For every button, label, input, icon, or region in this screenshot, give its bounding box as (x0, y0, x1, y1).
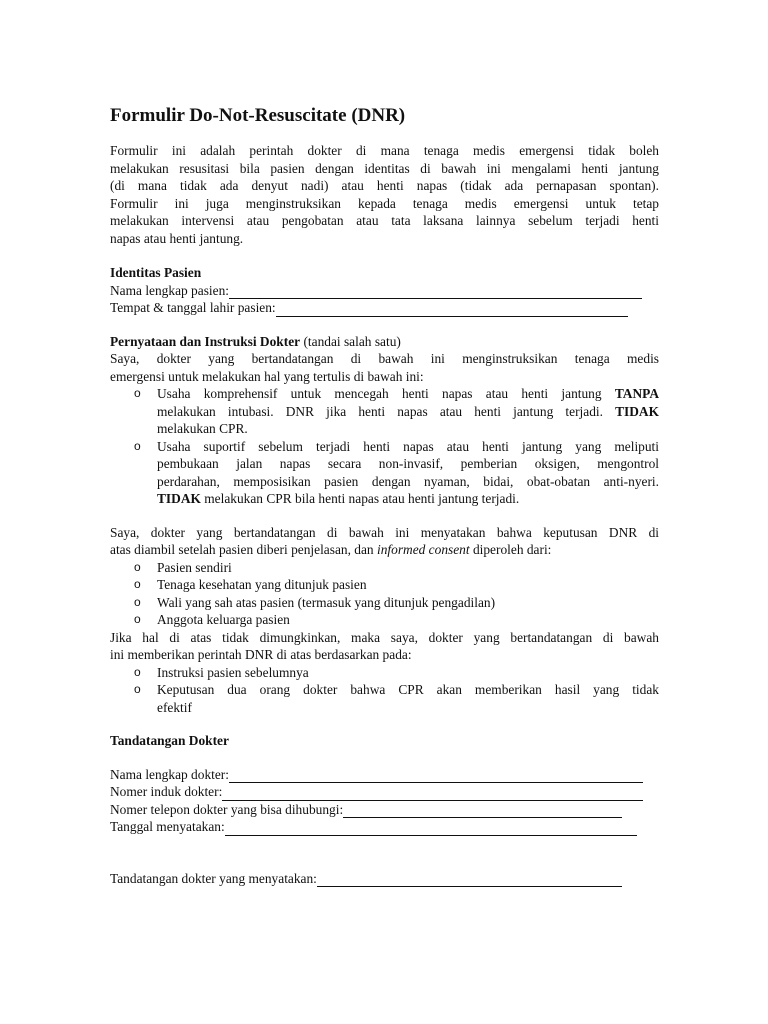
doctor-id-line[interactable] (222, 787, 643, 801)
statement-line: emergensi untuk melakukan hal yang tertulis di bawah ini: (110, 368, 424, 384)
patient-name-field[interactable] (110, 282, 659, 300)
option-line (157, 490, 659, 508)
doctor-name-line[interactable] (229, 769, 643, 783)
consent-italic: informed consent (376, 542, 470, 557)
statement-line: Saya, dokter yang bertandatangan di bawah ini menginstruksikan tenaga medis (110, 351, 659, 366)
doctor-signature-label: Tandatangan dokter yang menyatakan: (110, 870, 317, 886)
consent-text: atas diambil setelah pasien diberi penjelasan, dan (110, 542, 377, 557)
doctor-phone-label: Nomer telepon dokter yang bisa dihubungi: (110, 801, 344, 817)
instruction-option-1[interactable] (110, 385, 659, 438)
option-line (157, 403, 659, 421)
instruction-options (110, 385, 659, 508)
option-emphasis: TANPA (614, 386, 659, 401)
doctor-signature-line[interactable] (317, 873, 622, 887)
option-line: pembukaan jalan napas secara non-invasif, pemberian oksigen, mengontrol (157, 456, 659, 471)
intro-line: Formulir ini juga menginstruksikan kepada tenaga medis emergensi untuk tetap (110, 195, 659, 211)
statement-heading: Pernyataan dan Instruksi Dokter (110, 333, 301, 349)
consent-options (110, 559, 659, 629)
alternative-option[interactable] (110, 681, 659, 716)
doctor-id-field[interactable] (110, 783, 659, 801)
consent-text: diperoleh dari: (469, 542, 552, 557)
patient-heading: Identitas Pasien (110, 265, 202, 280)
patient-birth-field[interactable] (110, 299, 659, 317)
consent-option[interactable] (110, 594, 659, 612)
patient-name-line[interactable] (229, 285, 642, 299)
checkbox-bullet-icon[interactable]: o (134, 577, 141, 591)
patient-birth-label: Tempat & tanggal lahir pasien: (110, 300, 276, 315)
doctor-section (110, 732, 659, 887)
doctor-fields (110, 766, 659, 836)
doctor-date-line[interactable] (225, 822, 637, 836)
intro-line: napas atau henti jantung. (110, 230, 244, 246)
option-emphasis: TIDAK (615, 403, 659, 419)
doctor-signature-field[interactable] (110, 870, 659, 888)
option-text: melakukan intubasi. DNR jika henti napas atau henti jantung terjadi. (157, 403, 616, 419)
intro-line: melakukan resusitasi bila pasien dengan identitas di bawah ini mengalami henti jantung (110, 160, 659, 176)
form-content (110, 104, 659, 887)
intro-line: (di mana tidak ada denyut nadi) atau henti napas (tidak ada pernapasan spontan). (110, 178, 659, 193)
patient-birth-line[interactable] (276, 303, 628, 317)
option-line: melakukan CPR. (157, 421, 248, 436)
option-text: melakukan CPR bila henti napas atau henti jantung terjadi. (200, 491, 520, 506)
intro-line: melakukan intervensi atau pengobatan atau tata laksana lainnya sebelum terjadi henti (110, 213, 659, 228)
checkbox-bullet-icon[interactable]: o (134, 612, 141, 626)
consent-option-label: Wali yang sah atas pasien (termasuk yang ditunjuk pengadilan) (157, 594, 496, 610)
option-line (157, 385, 659, 403)
consent-option-label: Anggota keluarga pasien (157, 612, 290, 627)
consent-option[interactable] (110, 576, 659, 594)
checkbox-bullet-icon[interactable]: o (134, 386, 141, 400)
patient-name-label: Nama lengkap pasien: (110, 282, 229, 298)
consent-line: Saya, dokter yang bertandatangan di bawah ini menyatakan bahwa keputusan DNR di (110, 524, 659, 540)
checkbox-bullet-icon[interactable]: o (134, 664, 141, 679)
option-line: perdarahan, memposisikan pasien dengan nyaman, bidai, obat-obatan anti-nyeri. (157, 473, 659, 489)
intro-line: Formulir ini adalah perintah dokter di mana tenaga medis emergensi tidak boleh (110, 143, 659, 158)
doctor-name-label: Nama lengkap dokter: (110, 766, 229, 782)
alternative-option-label: Instruksi pasien sebelumnya (157, 664, 309, 680)
statement-section (110, 333, 659, 508)
doctor-date-label: Tanggal menyatakan: (110, 819, 225, 834)
consent-option[interactable] (110, 559, 659, 577)
doctor-phone-field[interactable] (110, 801, 659, 819)
doctor-name-field[interactable] (110, 766, 659, 784)
alternative-option-label: efektif (157, 699, 192, 715)
alternative-line: Jika hal di atas tidak dimungkinkan, maka saya, dokter yang bertandatangan di bawah (110, 629, 659, 645)
alternative-option[interactable] (110, 664, 659, 682)
checkbox-bullet-icon[interactable]: o (134, 594, 141, 609)
option-line: Usaha suportif sebelum terjadi henti napas atau henti jantung yang meliputi (157, 438, 659, 454)
doctor-phone-line[interactable] (343, 804, 622, 818)
intro-paragraph (110, 142, 659, 247)
doctor-heading: Tandatangan Dokter (110, 733, 229, 748)
consent-option-label: Tenaga kesehatan yang ditunjuk pasien (157, 577, 367, 592)
statement-heading-note: (tandai salah satu) (300, 333, 401, 349)
option-emphasis: TIDAK (157, 491, 201, 506)
consent-option-label: Pasien sendiri (157, 559, 232, 575)
alternative-line: ini memberikan perintah DNR di atas berdasarkan pada: (110, 647, 412, 662)
option-text: Usaha komprehensif untuk mencegah henti napas atau henti jantung (157, 386, 615, 401)
checkbox-bullet-icon[interactable]: o (134, 559, 141, 574)
alternative-options (110, 664, 659, 717)
checkbox-bullet-icon[interactable]: o (134, 438, 141, 453)
consent-line (110, 541, 659, 559)
alternative-option-label: Keputusan dua orang dokter bahwa CPR akan memberikan hasil yang tidak (157, 682, 659, 697)
instruction-option-2[interactable] (110, 438, 659, 508)
consent-section (110, 524, 659, 717)
statement-heading-line (110, 333, 659, 351)
consent-option[interactable] (110, 611, 659, 629)
doctor-id-label: Nomer induk dokter: (110, 784, 223, 799)
form-title: Formulir Do-Not-Resuscitate (DNR) (110, 105, 406, 126)
patient-section (110, 264, 659, 317)
doctor-date-field[interactable] (110, 818, 659, 836)
checkbox-bullet-icon[interactable]: o (134, 682, 141, 696)
